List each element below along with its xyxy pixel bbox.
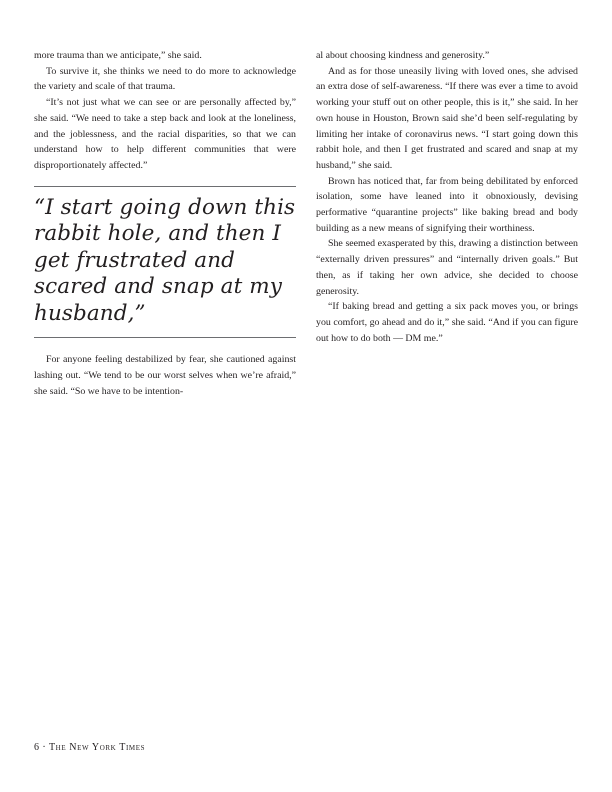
body-paragraph: And as for those uneasily living with loved ones, she advised an extra dose of self-awareness. “If there was ever a time to avoid working your stuff out on other people, this is it,” she said. In her own house in Houston, Brown said she’d been self-regulating by limiting her intake of coronavirus news. “I start going down this rabbit hole, and then I get frustrated and scared and snap at my husband,” she said. (316, 65, 578, 171)
publication-name: The New York Times (48, 742, 146, 753)
pull-quote-text: “I start going down this rabbit hole, and then I get frustrated and scared and snap at my husband,” (34, 194, 296, 326)
body-paragraph: al about choosing kindness and generosity.” (316, 50, 490, 61)
page-footer (34, 742, 145, 753)
body-paragraph: Brown has noticed that, far from being debilitated by enforced isolation, some have leaned into it obnoxiously, devising performative “quarantine projects” like baking bread and body building as a new means of signifying their worthiness. (316, 175, 578, 234)
footer-separator: · (42, 742, 47, 753)
body-paragraph: more trauma than we anticipate,” she said. (34, 50, 202, 61)
right-column (316, 48, 578, 346)
left-column (34, 48, 296, 399)
body-paragraph: For anyone feeling destabilized by fear, she cautioned against lashing out. “We tend to be our worst selves when we’re afraid,” she said. “So we have to be intention- (34, 354, 296, 397)
page-number: 6 (34, 742, 40, 753)
body-paragraph: She seemed exasperated by this, drawing a distinction between “externally driven pressures” and “internally driven goals.” But then, as if taking her own advice, she decided to choose generosity. (316, 238, 578, 297)
body-paragraph: “If baking bread and getting a six pack moves you, or brings you comfort, go ahead and do it,” she said. “And if you can figure out how to do both — DM me.” (316, 301, 578, 344)
body-paragraph: “It’s not just what we can see or are personally affected by,” she said. “We need to take a step back and look at the loneliness, and the joblessness, and the racial disparities, so that we can understand how to help different communities that were disproportionately affected.” (34, 97, 296, 171)
pull-quote (34, 186, 296, 339)
body-paragraph: To survive it, she thinks we need to do more to acknowledge the variety and scale of that trauma. (34, 65, 296, 93)
